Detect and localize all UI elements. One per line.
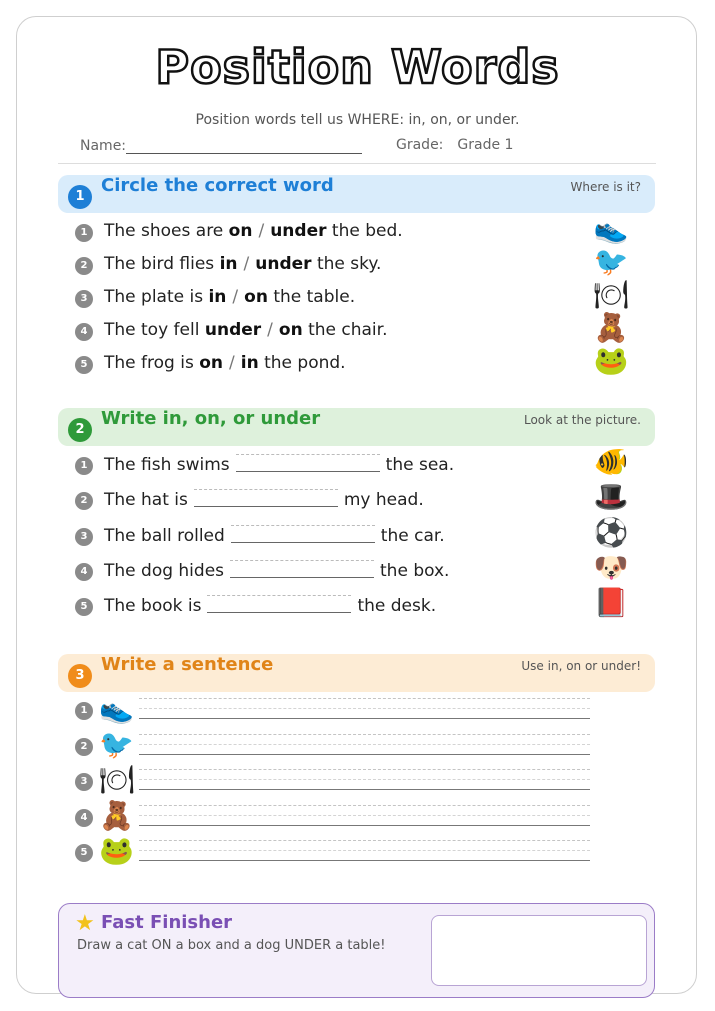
section-number: 3 bbox=[68, 664, 92, 688]
sentence-end: the pond. bbox=[264, 353, 346, 373]
section-hint: Look at the picture. bbox=[523, 413, 641, 427]
choice-separator: / bbox=[267, 320, 273, 340]
soccer-ball-icon: ⚽ bbox=[593, 516, 629, 549]
sentence-number: 5 bbox=[75, 844, 93, 862]
drawing-box[interactable] bbox=[431, 915, 647, 986]
question-number: 3 bbox=[75, 290, 93, 308]
teddy-bear-icon: 🧸 bbox=[99, 799, 134, 832]
sentence-end: the sea. bbox=[385, 455, 455, 475]
question-row bbox=[75, 311, 635, 347]
sentence-end: the table. bbox=[273, 287, 356, 307]
section-number: 2 bbox=[68, 418, 92, 442]
question-row bbox=[75, 445, 635, 481]
answer-blank[interactable] bbox=[236, 454, 380, 472]
sentence-number: 4 bbox=[75, 809, 93, 827]
question-number: 2 bbox=[75, 492, 93, 510]
section-title: Write in, on, or under bbox=[101, 408, 321, 429]
writing-line[interactable] bbox=[139, 860, 590, 861]
book-icon: 📕 bbox=[593, 586, 629, 619]
section-title: Write a sentence bbox=[101, 654, 274, 675]
question-row bbox=[75, 344, 635, 380]
sentence-start: The fish swims bbox=[104, 455, 230, 475]
writing-guide-mid bbox=[139, 744, 590, 745]
grade-label: Grade: bbox=[396, 137, 444, 153]
question-text bbox=[104, 221, 403, 241]
question-number: 1 bbox=[75, 457, 93, 475]
writing-guide-mid bbox=[139, 708, 590, 709]
frog-icon: 🐸 bbox=[99, 834, 134, 867]
question-text bbox=[104, 454, 454, 475]
sentence-end: the chair. bbox=[308, 320, 388, 340]
name-field[interactable] bbox=[80, 137, 362, 154]
sentence-start: The frog is bbox=[104, 353, 194, 373]
sentence-number: 1 bbox=[75, 702, 93, 720]
question-text bbox=[104, 320, 388, 340]
sneaker-icon: 👟 bbox=[593, 212, 629, 245]
sneaker-icon: 👟 bbox=[99, 692, 134, 725]
choice-word[interactable]: under bbox=[204, 320, 262, 340]
section-1-header bbox=[58, 175, 655, 213]
question-text bbox=[104, 287, 355, 307]
choice-separator: / bbox=[232, 287, 239, 307]
sentence-start: The hat is bbox=[104, 490, 188, 510]
sentence-start: The shoes are bbox=[104, 221, 224, 241]
grade-field bbox=[396, 137, 513, 153]
name-label: Name: bbox=[80, 138, 127, 154]
plate-icon: 🍽 bbox=[99, 763, 135, 796]
sentence-start: The dog hides bbox=[104, 561, 225, 581]
answer-blank[interactable] bbox=[194, 489, 338, 507]
choice-separator: / bbox=[258, 221, 265, 241]
writing-guide-top bbox=[139, 769, 590, 770]
question-text bbox=[104, 560, 449, 581]
question-number: 3 bbox=[75, 528, 93, 546]
choice-word[interactable]: in bbox=[240, 353, 259, 373]
question-row bbox=[75, 480, 635, 516]
sentence-end: the box. bbox=[380, 561, 450, 581]
sentence-row bbox=[75, 765, 595, 799]
question-text bbox=[104, 595, 436, 616]
sentence-number: 2 bbox=[75, 738, 93, 756]
choice-separator: / bbox=[243, 254, 250, 274]
answer-blank[interactable] bbox=[230, 560, 374, 578]
question-number: 5 bbox=[75, 356, 93, 374]
section-hint: Use in, on or under! bbox=[521, 659, 641, 673]
question-row bbox=[75, 551, 635, 587]
section-number: 1 bbox=[68, 185, 92, 209]
sentence-start: The book is bbox=[104, 596, 202, 616]
writing-guide-mid bbox=[139, 850, 590, 851]
question-text bbox=[104, 254, 381, 274]
teddy-bear-icon: 🧸 bbox=[593, 311, 629, 344]
bird-icon: 🐦 bbox=[99, 728, 134, 761]
question-row bbox=[75, 516, 635, 552]
finisher-text: Draw a cat ON a box and a dog UNDER a table! bbox=[77, 938, 386, 953]
question-text bbox=[104, 489, 424, 510]
sentence-number: 3 bbox=[75, 773, 93, 791]
sentence-row bbox=[75, 801, 595, 835]
frog-icon: 🐸 bbox=[593, 344, 629, 377]
question-number: 4 bbox=[75, 563, 93, 581]
dog-icon: 🐶 bbox=[593, 551, 629, 584]
section-hint: Where is it? bbox=[570, 180, 641, 194]
choice-word[interactable]: on bbox=[199, 353, 224, 373]
writing-guide-top bbox=[139, 698, 590, 699]
question-row bbox=[75, 212, 635, 248]
writing-guide-top bbox=[139, 805, 590, 806]
question-number: 4 bbox=[75, 323, 93, 341]
choice-word[interactable]: on bbox=[278, 320, 303, 340]
fast-finisher-box bbox=[58, 903, 655, 998]
question-number: 1 bbox=[75, 224, 93, 242]
top-hat-icon: 🎩 bbox=[593, 480, 629, 513]
sentence-row bbox=[75, 836, 595, 870]
writing-line[interactable] bbox=[139, 825, 590, 826]
star-icon: ★ bbox=[75, 911, 95, 936]
name-blank[interactable] bbox=[126, 137, 362, 154]
question-row bbox=[75, 245, 635, 281]
question-row bbox=[75, 586, 635, 622]
sentence-start: The toy fell bbox=[104, 320, 200, 340]
sentence-end: the desk. bbox=[357, 596, 437, 616]
section-2-header bbox=[58, 408, 655, 446]
sentence-start: The ball rolled bbox=[104, 526, 225, 546]
writing-guide-mid bbox=[139, 779, 590, 780]
writing-guide-top bbox=[139, 840, 590, 841]
question-text bbox=[104, 353, 346, 373]
question-row bbox=[75, 278, 635, 314]
choice-separator: / bbox=[229, 353, 235, 373]
choice-word[interactable]: under bbox=[270, 221, 327, 241]
writing-line[interactable] bbox=[139, 789, 590, 790]
sentence-row bbox=[75, 694, 595, 728]
sentence-end: the bed. bbox=[331, 221, 403, 241]
section-3-header bbox=[58, 654, 655, 692]
answer-blank[interactable] bbox=[207, 595, 351, 613]
page-title: Position Words bbox=[155, 40, 560, 94]
sentence-row bbox=[75, 730, 595, 764]
question-number: 2 bbox=[75, 257, 93, 275]
sentence-start: The bird flies bbox=[104, 254, 215, 274]
writing-guide-top bbox=[139, 734, 590, 735]
writing-line[interactable] bbox=[139, 718, 590, 719]
sentence-end: the car. bbox=[380, 526, 445, 546]
choice-word[interactable]: under bbox=[255, 254, 312, 274]
header-divider bbox=[58, 163, 656, 164]
choice-word[interactable]: on bbox=[228, 221, 253, 241]
page-subtitle: Position words tell us WHERE: in, on, or under. bbox=[195, 112, 520, 128]
question-text bbox=[104, 525, 445, 546]
choice-word[interactable]: in bbox=[219, 254, 238, 274]
finisher-title: Fast Finisher bbox=[101, 912, 233, 933]
sentence-end: my head. bbox=[343, 490, 424, 510]
choice-word[interactable]: in bbox=[208, 287, 227, 307]
question-number: 5 bbox=[75, 598, 93, 616]
answer-blank[interactable] bbox=[231, 525, 375, 543]
grade-value: Grade 1 bbox=[457, 137, 514, 153]
plate-icon: 🍽 bbox=[593, 278, 629, 311]
section-title: Circle the correct word bbox=[101, 175, 334, 196]
sentence-start: The plate is bbox=[104, 287, 204, 307]
sentence-end: the sky. bbox=[316, 254, 382, 274]
fish-icon: 🐠 bbox=[593, 445, 629, 478]
writing-guide-mid bbox=[139, 815, 590, 816]
writing-line[interactable] bbox=[139, 754, 590, 755]
choice-word[interactable]: on bbox=[244, 287, 268, 307]
bird-icon: 🐦 bbox=[593, 245, 629, 278]
